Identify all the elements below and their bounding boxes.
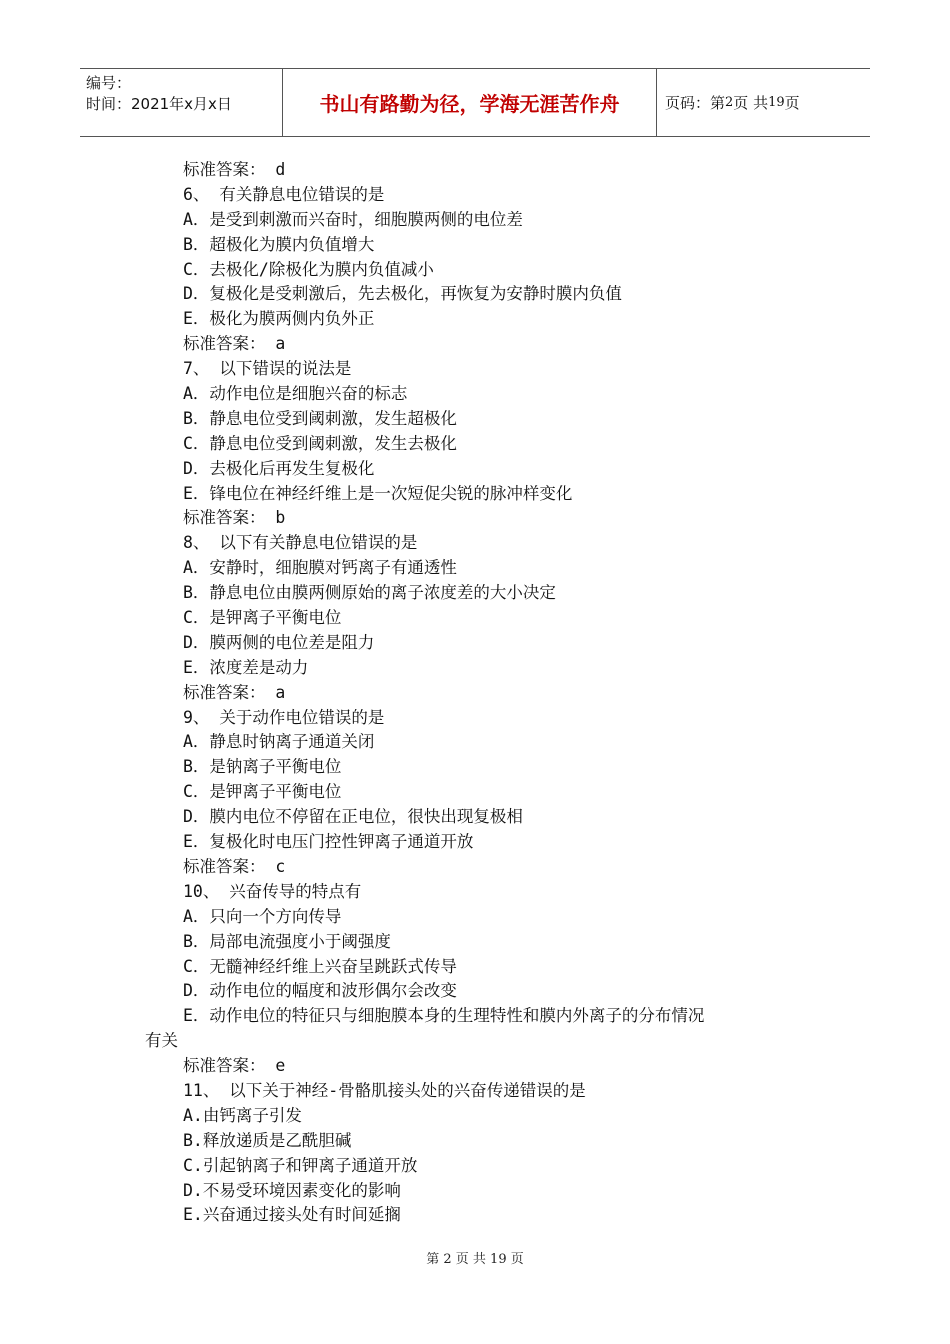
option-line: A．只向一个方向传导 [183,906,342,926]
question-title: 10、 兴奋传导的特点有 [183,881,362,901]
page-footer: 第 2 页 共 19 页 [426,1252,524,1267]
option-line: C．是钾离子平衡电位 [183,782,342,802]
option-line: C．去极化/除极化为膜内负值减小 [183,259,434,279]
option-line: E.兴奋通过接头处有时间延搁 [183,1205,401,1225]
option-line: A．动作电位是细胞兴奋的标志 [183,384,408,404]
option-line: B．是钠离子平衡电位 [183,757,342,777]
option-line: E．锋电位在神经纤维上是一次短促尖锐的脉冲样变化 [183,483,573,503]
option-line: A．是受到刺激而兴奋时，细胞膜两侧的电位差 [183,209,523,229]
page-suffix: 页 [784,94,800,112]
option-line: C．静息电位受到阈刺激，发生去极化 [183,433,457,453]
option-line: B.释放递质是乙酰胆碱 [183,1130,352,1150]
option-line: B．局部电流强度小于阈强度 [183,931,391,951]
question-title: 7、 以下错误的说法是 [183,359,352,379]
question-content [145,158,823,1228]
page-prefix: 页码：第 [665,94,726,112]
option-line: D．膜内电位不停留在正电位，很快出现复极相 [183,807,523,827]
option-line: B．超极化为膜内负值增大 [183,234,375,254]
option-line: E．极化为膜两侧内负外正 [183,309,375,329]
header-motto: 书山有路勤为径，学海无涯苦作舟 [282,69,657,136]
option-line: E．复极化时电压门控性钾离子通道开放 [183,832,474,852]
page-current: 2 [725,95,734,110]
option-line: E．动作电位的特征只与细胞膜本身的生理特性和膜内外离子的分布情况 [183,1006,705,1026]
answer-line: 标准答案： e [183,1056,286,1076]
header-meta [80,69,282,136]
option-line: D．去极化后再发生复极化 [183,458,375,478]
question-title: 8、 以下有关静息电位错误的是 [183,533,418,553]
option-line: B．静息电位受到阈刺激，发生超极化 [183,408,457,428]
answer-line: 标准答案： a [183,334,286,354]
option-line: A.由钙离子引发 [183,1105,302,1125]
option-line: C.引起钠离子和钾离子通道开放 [183,1155,418,1175]
answer-line: 标准答案： d [183,160,286,179]
option-line: D．动作电位的幅度和波形偶尔会改变 [183,981,457,1001]
question-title: 11、 以下关于神经-骨骼肌接头处的兴奋传递错误的是 [183,1080,586,1100]
option-line-continuation: 有关 [145,1031,178,1051]
option-line: C．是钾离子平衡电位 [183,608,342,628]
page-mid: 页 共 [733,94,769,112]
answer-line: 标准答案： a [183,682,286,702]
page-header [80,68,870,137]
option-line: E．浓度差是动力 [183,657,309,677]
option-line: D．复极化是受刺激后，先去极化，再恢复为安静时膜内负值 [183,284,622,304]
option-line: D.不易受环境因素变化的影响 [183,1180,401,1200]
number-label: 编号： [86,74,132,92]
header-page-info [655,69,870,136]
question-title: 6、 有关静息电位错误的是 [183,184,385,204]
option-line: B．静息电位由膜两侧原始的离子浓度差的大小决定 [183,583,556,603]
option-line: D．膜两侧的电位差是阻力 [183,632,375,652]
option-line: A．安静时，细胞膜对钙离子有通透性 [183,558,457,578]
date-label: 时间：2021年x月x日 [86,95,232,113]
option-line: A．静息时钠离子通道关闭 [183,732,375,752]
option-line: C．无髓神经纤维上兴奋呈跳跃式传导 [183,956,457,976]
page-total: 19 [768,95,785,110]
answer-line: 标准答案： c [183,856,286,876]
question-title: 9、 关于动作电位错误的是 [183,707,385,727]
answer-line: 标准答案： b [183,508,286,528]
